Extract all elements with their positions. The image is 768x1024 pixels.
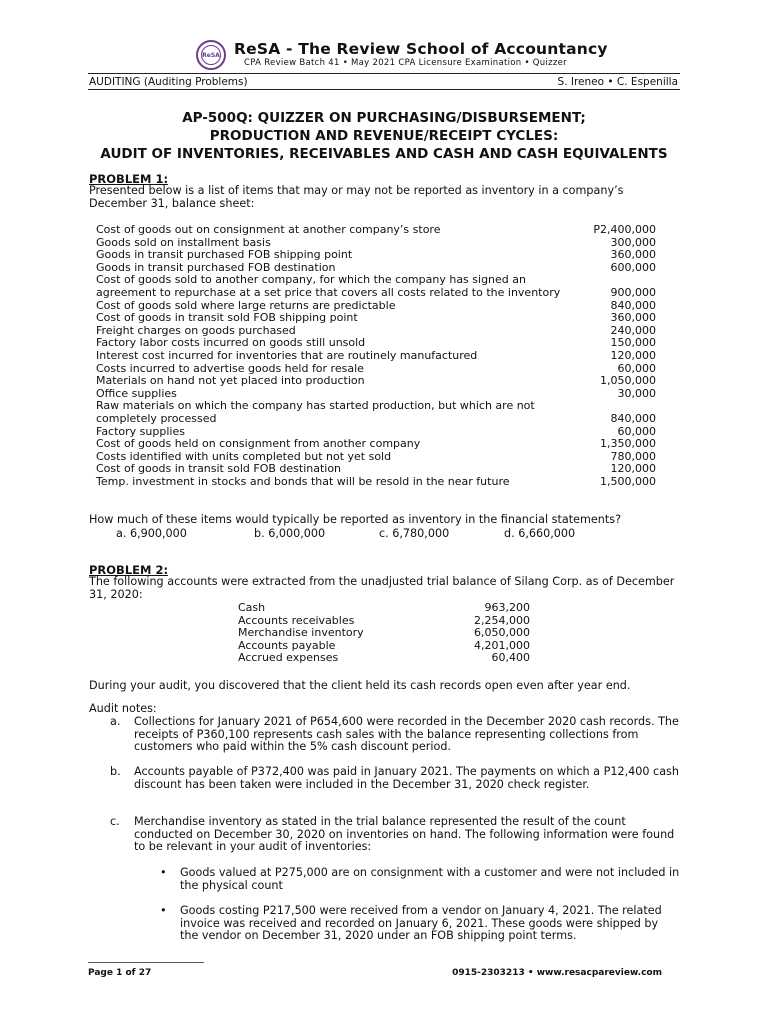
item-amount: 840,000 <box>610 298 656 312</box>
problem1-intro: Presented below is a list of items that may or may not be reported as inventory in a company’s December 31, balance sheet: <box>89 184 624 210</box>
item-description: Cost of goods held on consignment from another company <box>96 437 421 451</box>
page-number: Page 1 of 27 <box>88 968 152 978</box>
inventory-item-row <box>96 312 656 325</box>
item-description: Interest cost incurred for inventories that are routinely manufactured <box>96 348 478 362</box>
inventory-item-row <box>96 400 656 425</box>
item-amount: 840,000 <box>610 411 656 425</box>
note-text: Accounts payable of P372,400 was paid in January 2021. The payments on which a P12,400 cash discount has been taken were included in the December 31, 2020 check register. <box>134 765 679 791</box>
account-name: Accounts receivables <box>238 613 355 627</box>
school-name: ReSA - The Review School of Accountancy <box>234 40 608 58</box>
item-description: Raw materials on which the company has started production, but which are not completely processed <box>96 399 535 425</box>
problem2-intro: The following accounts were extracted from the unadjusted trial balance of Silang Corp. as of December 31, 2020: <box>89 575 675 601</box>
bullet-item-1 <box>160 867 680 892</box>
item-amount: 120,000 <box>610 348 656 362</box>
problem1-heading: PROBLEM 1: <box>89 172 169 186</box>
trial-balance-table <box>238 602 530 665</box>
note-label: b. <box>110 765 121 778</box>
trial-balance-row <box>238 652 530 665</box>
item-description: Factory supplies <box>96 424 185 438</box>
item-description: Cost of goods in transit sold FOB shipping point <box>96 311 358 325</box>
account-amount: 963,200 <box>484 601 530 614</box>
choice-a: a. 6,900,000 <box>116 527 187 540</box>
choice-c: c. 6,780,000 <box>379 527 450 540</box>
inventory-item-row <box>96 350 656 363</box>
bullet-text: Goods valued at P275,000 are on consignment with a customer and were not included in the physical count <box>180 866 680 892</box>
resa-logo-icon <box>196 40 226 70</box>
bullet-icon: • <box>160 904 167 917</box>
note-text: Collections for January 2021 of P654,600 were recorded in the December 2020 cash records. The receipts of P360,100 represents cash sales with the balance representing collections from customers who paid within the 5% cash discount period. <box>134 715 679 754</box>
choice-d: d. 6,660,000 <box>504 527 576 540</box>
logo-text: ReSA <box>201 45 221 65</box>
item-description: Costs identified with units completed but not yet sold <box>96 449 392 463</box>
item-amount: 240,000 <box>610 323 656 337</box>
title-line-3: AUDIT OF INVENTORIES, RECEIVABLES AND CASH AND CASH EQUIVALENTS <box>100 146 668 162</box>
footer-rule <box>88 962 204 963</box>
inventory-item-row <box>96 463 656 476</box>
item-description: Costs incurred to advertise goods held for resale <box>96 361 364 375</box>
problem2-heading: PROBLEM 2: <box>89 563 169 577</box>
problem1-question: How much of these items would typically be reported as inventory in the financial statements? <box>89 513 622 526</box>
item-amount: 1,050,000 <box>600 374 656 388</box>
account-amount: 6,050,000 <box>474 626 530 640</box>
inventory-item-row <box>96 224 656 237</box>
item-description: Goods in transit purchased FOB shipping point <box>96 248 353 262</box>
account-name: Merchandise inventory <box>238 626 364 640</box>
account-amount: 4,201,000 <box>474 638 530 652</box>
trial-balance-row <box>238 627 530 640</box>
trial-balance-row <box>238 602 530 615</box>
item-amount: 300,000 <box>610 235 656 249</box>
item-amount: 150,000 <box>610 336 656 350</box>
note-label: c. <box>110 815 120 828</box>
item-description: Goods in transit purchased FOB destination <box>96 260 336 274</box>
item-amount: 120,000 <box>610 462 656 476</box>
audit-note-a <box>110 716 680 754</box>
choice-b: b. 6,000,000 <box>254 527 326 540</box>
account-amount: 60,400 <box>491 651 530 665</box>
contact-info: 0915-2303213 • www.resacpareview.com <box>452 968 662 978</box>
item-description: Cost of goods sold where large returns are predictable <box>96 298 396 312</box>
inventory-item-row <box>96 249 656 262</box>
item-amount: 900,000 <box>610 285 656 299</box>
bullet-item-2 <box>160 905 680 943</box>
subject-label: AUDITING (Auditing Problems) <box>89 76 248 88</box>
authors-label: S. Ireneo • C. Espenilla <box>557 76 678 88</box>
header-rule-bottom <box>88 89 680 90</box>
item-description: Cost of goods in transit sold FOB destination <box>96 462 342 476</box>
discovery-text: During your audit, you discovered that the client held its cash records open even after year end. <box>89 679 631 692</box>
item-amount: 600,000 <box>610 260 656 274</box>
title-line-1: AP-500Q: QUIZZER ON PURCHASING/DISBURSEMENT; <box>182 110 586 126</box>
item-description: Cost of goods out on consignment at another company’s store <box>96 223 441 236</box>
header-rule-top <box>88 73 680 74</box>
title-line-2: PRODUCTION AND REVENUE/RECEIPT CYCLES: <box>209 128 559 144</box>
note-label: a. <box>110 715 121 728</box>
item-description: Cost of goods sold to another company, for which the company has signed an agreement to repurchase at a set price that covers all costs related to the inventory <box>96 273 561 299</box>
item-amount: 60,000 <box>617 361 656 375</box>
account-name: Accounts payable <box>238 638 336 652</box>
item-description: Goods sold on installment basis <box>96 235 271 249</box>
item-amount: 780,000 <box>610 449 656 463</box>
account-amount: 2,254,000 <box>474 613 530 627</box>
item-amount: 360,000 <box>610 248 656 262</box>
item-amount: 30,000 <box>617 386 656 400</box>
inventory-item-row <box>96 476 656 489</box>
item-amount: 1,500,000 <box>600 474 656 488</box>
item-description: Freight charges on goods purchased <box>96 323 296 337</box>
bullet-icon: • <box>160 866 167 879</box>
audit-note-b <box>110 766 680 791</box>
item-amount: 360,000 <box>610 311 656 325</box>
item-description: Materials on hand not yet placed into production <box>96 374 365 388</box>
item-amount: 1,350,000 <box>600 437 656 451</box>
note-text: Merchandise inventory as stated in the trial balance represented the result of the count conducted on December 30, 2020 on inventories on hand. The following information were found to be relevant in your audit of inventories: <box>134 815 675 854</box>
batch-line: CPA Review Batch 41 • May 2021 CPA Licensure Examination • Quizzer <box>244 58 567 68</box>
inventory-item-row <box>96 274 656 299</box>
item-amount: P2,400,000 <box>593 223 656 236</box>
audit-note-c <box>110 816 680 854</box>
account-name: Cash <box>238 601 266 614</box>
item-description: Temp. investment in stocks and bonds that will be resold in the near future <box>96 474 510 488</box>
item-amount: 60,000 <box>617 424 656 438</box>
item-description: Factory labor costs incurred on goods still unsold <box>96 336 366 350</box>
inventory-item-row <box>96 438 656 451</box>
inventory-item-row <box>96 375 656 388</box>
bullet-text: Goods costing P217,500 were received from a vendor on January 4, 2021. The related invoice was received and recorded on January 6, 2021. These goods were shipped by the vendor on December 31, 2020 under an FOB shipping point terms. <box>180 904 662 943</box>
inventory-items-list <box>96 224 656 488</box>
item-description: Office supplies <box>96 386 177 400</box>
account-name: Accrued expenses <box>238 651 339 665</box>
audit-notes-heading: Audit notes: <box>89 702 157 715</box>
